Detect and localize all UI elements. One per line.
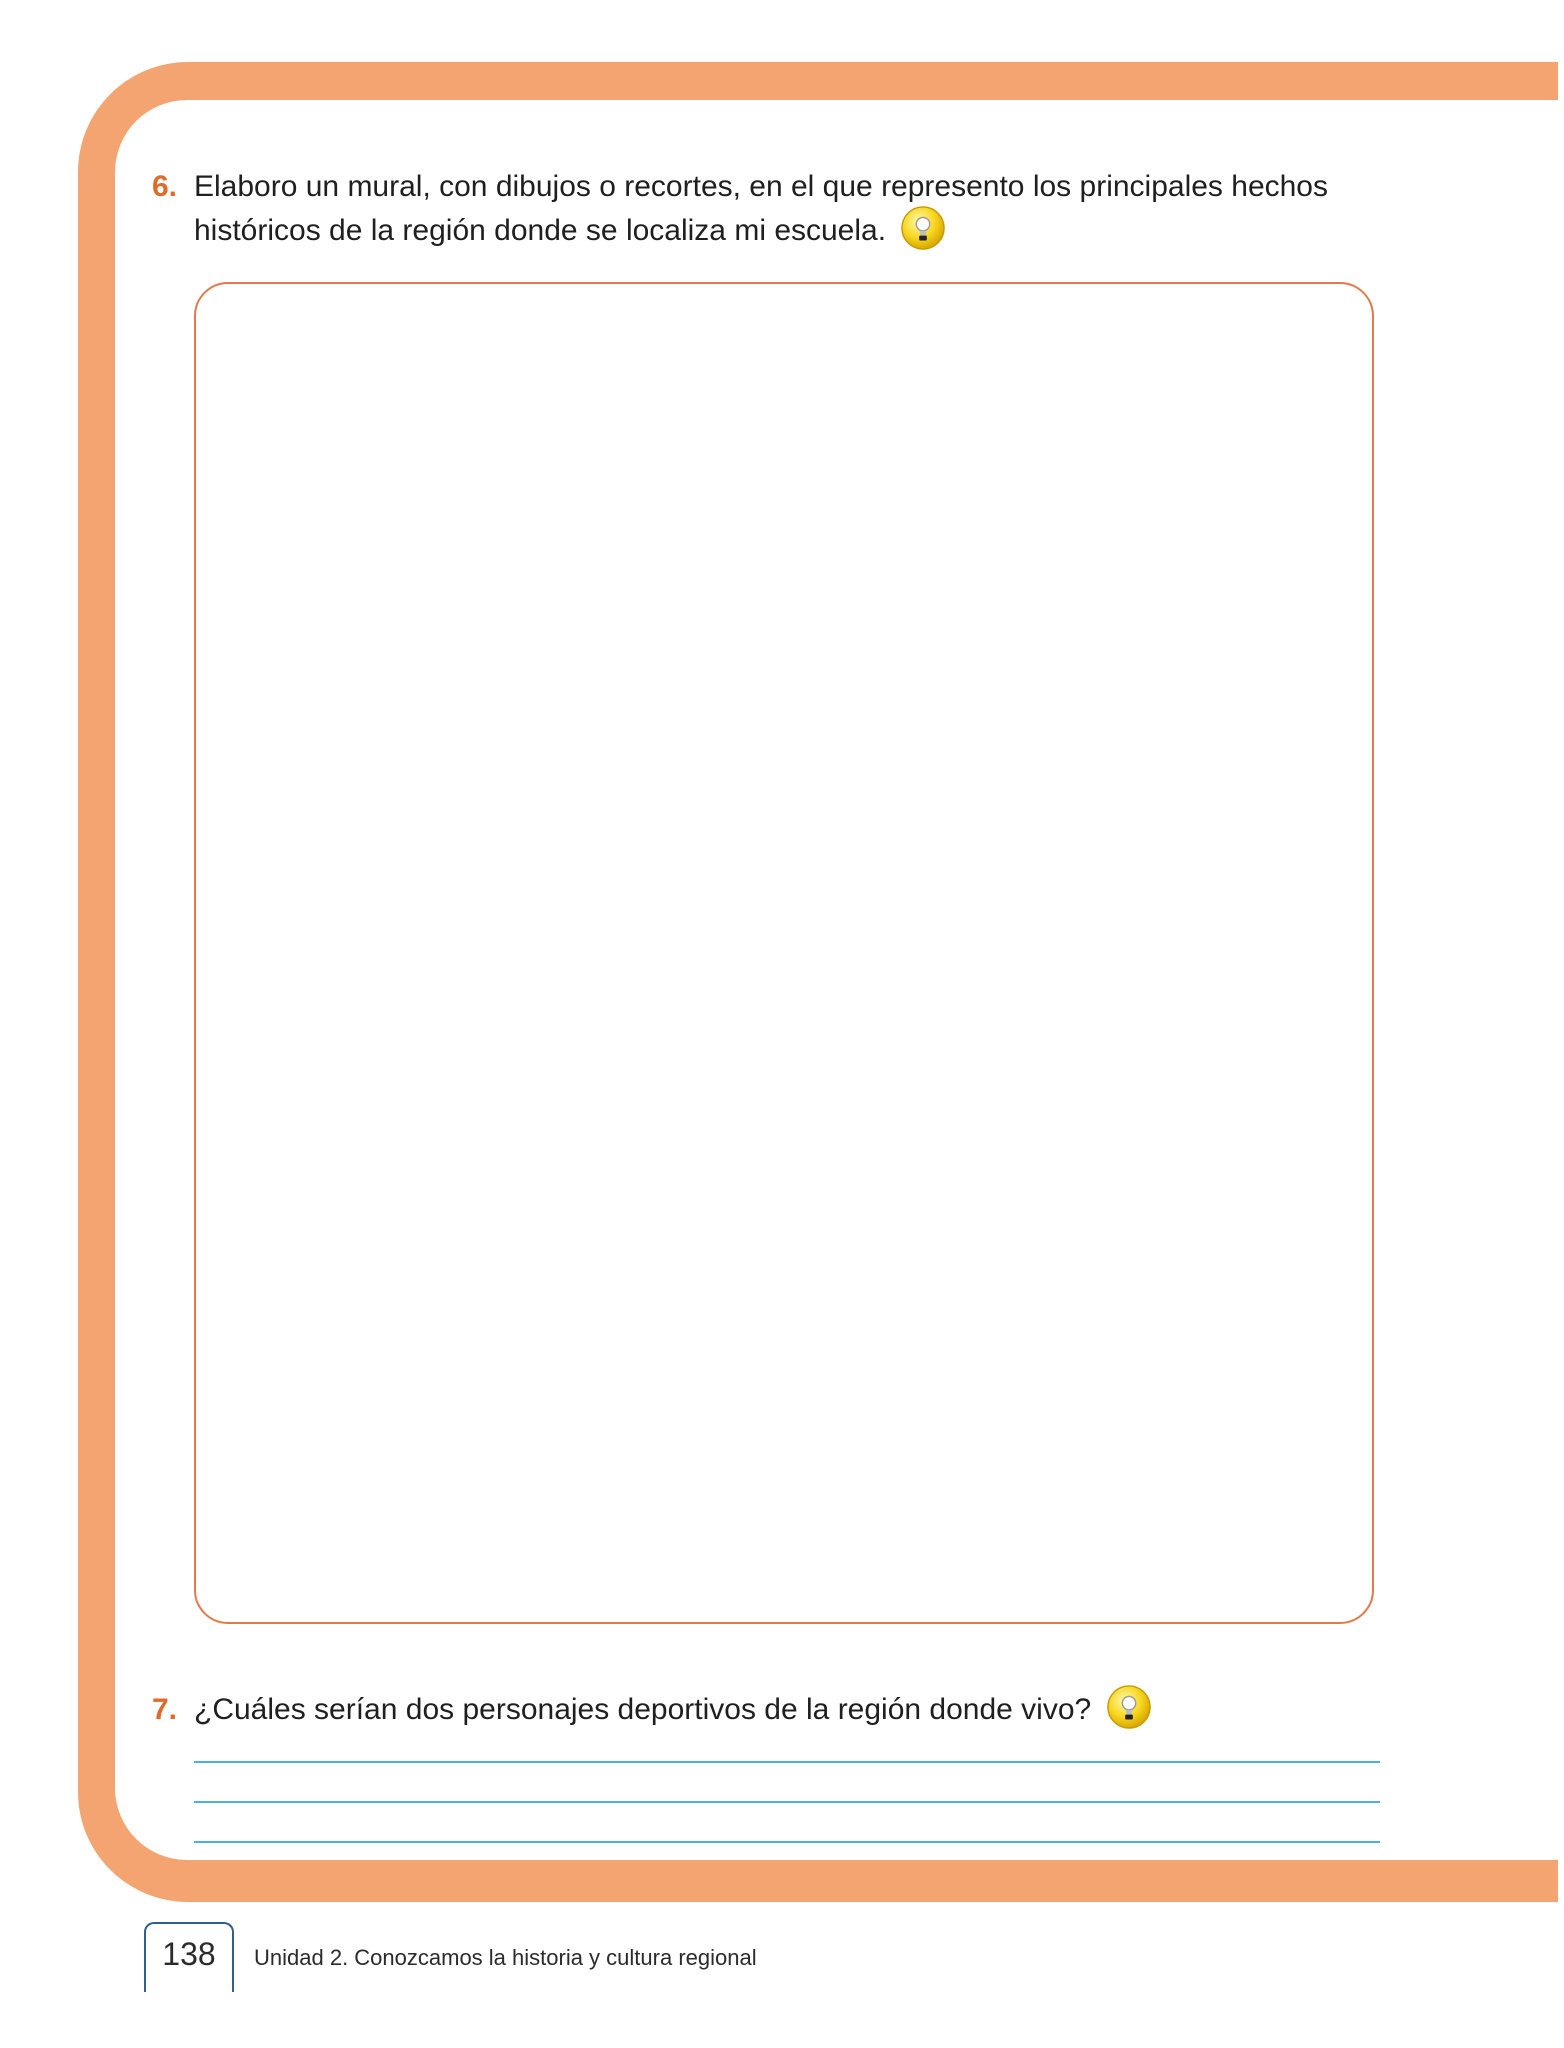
answer-line[interactable] <box>194 1761 1380 1763</box>
question-text-body: Elaboro un mural, con dibujos o recortes, en el que represento los principales hechos históricos de la región donde se localiza mi escuela. <box>194 170 1328 247</box>
mural-drawing-area[interactable] <box>194 282 1374 1624</box>
page-number-tab <box>144 1922 234 1992</box>
lightbulb-icon <box>1106 1684 1152 1730</box>
question-text-body: ¿Cuáles serían dos personajes deportivos de la región donde vivo? <box>194 1693 1092 1726</box>
footer-unit-title: Unidad 2. Conozcamos la historia y cultura regional <box>254 1945 757 1970</box>
question-text <box>194 165 1424 253</box>
question-7 <box>152 1688 1424 1732</box>
lightbulb-icon <box>900 205 946 251</box>
page-number: 138 <box>162 1936 216 1972</box>
question-text <box>194 1688 1424 1732</box>
question-number: 6. <box>152 170 178 203</box>
question-number: 7. <box>152 1693 178 1726</box>
answer-line[interactable] <box>194 1801 1380 1803</box>
answer-line[interactable] <box>194 1841 1380 1843</box>
page-frame-edge <box>1558 62 1564 1902</box>
question-6 <box>152 165 1424 253</box>
